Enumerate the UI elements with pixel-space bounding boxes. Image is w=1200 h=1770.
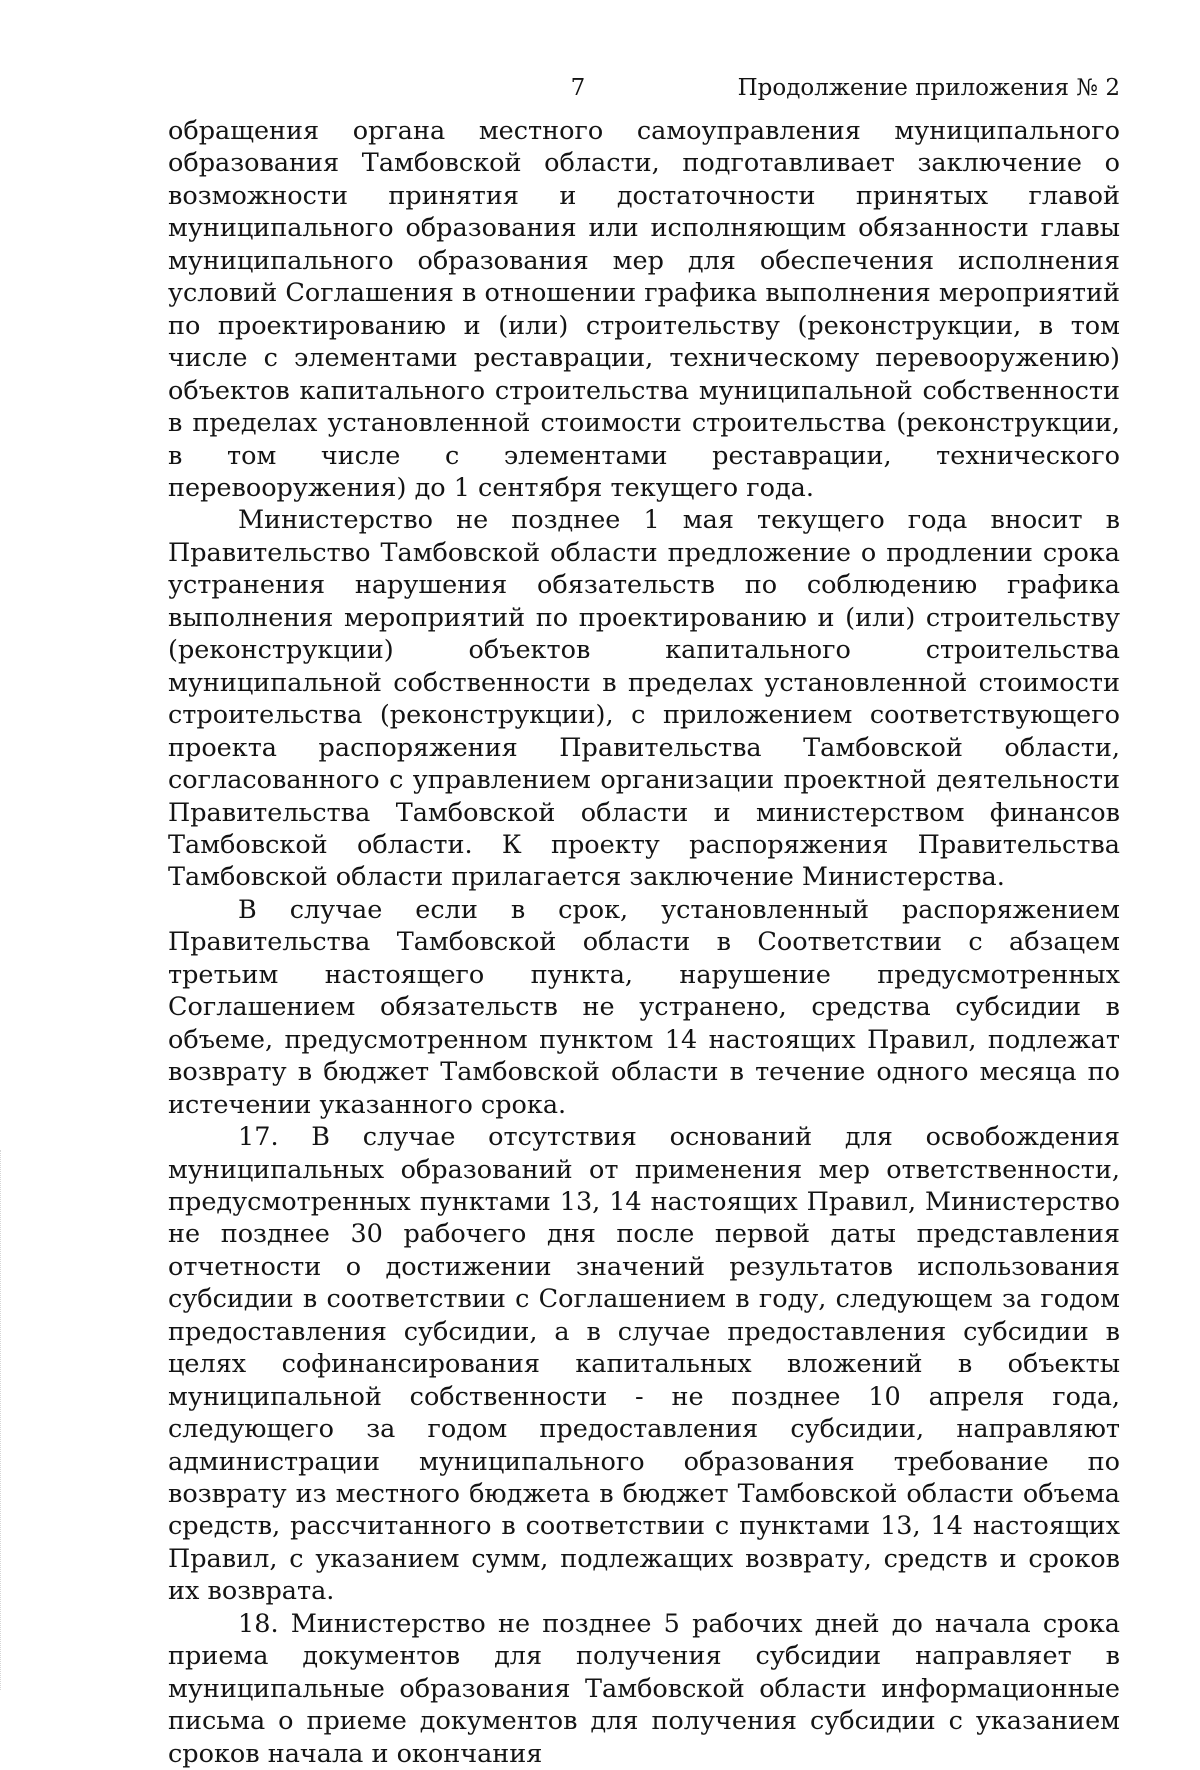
paragraph-5-item-18: 18. Министерство не позднее 5 рабочих дней до начала срока приема документов для получения субсидии направляет в муниципальные образования Тамбовской области информационные письма о приеме документов для получения субсидии с указанием сроков начала и окончания — [168, 1608, 1120, 1769]
document-body — [168, 115, 1120, 1770]
page-header — [168, 70, 1120, 106]
appendix-continuation-label: Продолжение приложения № 2 — [737, 75, 1120, 101]
page-number: 7 — [570, 75, 586, 101]
scan-edge-mark — [0, 1150, 2, 1690]
paragraph-2: Министерство не позднее 1 мая текущего года вносит в Правительство Тамбовской области предложение о продлении срока устранения нарушения обязательств по соблюдению графика выполнения мероприятий по проектированию и (или) строительству (реконструкции) объектов капитального строительства муниципальной собственности в пределах установленной стоимости строительства (реконструкции), с приложением соответствующего проекта распоряжения Правительства Тамбовской области, согласованного с управлением организации проектной деятельности Правительства Тамбовской области и министерством финансов Тамбовской области. К проекту распоряжения Правительства Тамбовской области прилагается заключение Министерства. — [168, 505, 1120, 893]
paragraph-3: В случае если в срок, установленный распоряжением Правительства Тамбовской области в Соответствии с абзацем третьим настоящего пункта, нарушение предусмотренных Соглашением обязательств не устранено, средства субсидии в объеме, предусмотренном пунктом 14 настоящих Правил, подлежат возврату в бюджет Тамбовской области в течение одного месяца по истечении указанного срока. — [168, 894, 1120, 1120]
paragraph-4-item-17: 17. В случае отсутствия оснований для освобождения муниципальных образований от применения мер ответственности, предусмотренных пунктами 13, 14 настоящих Правил, Министерство не позднее 30 рабочего дня после первой даты представления отчетности о достижении значений результатов использования субсидии в соответствии с Соглашением в году, следующем за годом предоставления субсидии, а в случае предоставления субсидии в целях софинансирования капитальных вложений в объекты муниципальной собственности - не позднее 10 апреля года, следующего за годом предоставления субсидии, направляют администрации муниципального образования требование по возврату из местного бюджета в бюджет Тамбовской области объема средств, рассчитанного в соответствии с пунктами 13, 14 настоящих Правил, с указанием сумм, подлежащих возврату, средств и сроков их возврата. — [168, 1122, 1120, 1607]
paragraph-1: обращения органа местного самоуправления муниципального образования Тамбовской области, подготавливает заключение о возможности принятия и достаточности принятых главой муниципального образования или исполняющим обязанности главы муниципального образования мер для обеспечения исполнения условий Соглашения в отношении графика выполнения мероприятий по проектированию и (или) строительству (реконструкции, в том числе с элементами реставрации, техническому перевооружению) объектов капитального строительства муниципальной собственности в пределах установленной стоимости строительства (реконструкции, в том числе с элементами реставрации, технического перевооружения) до 1 сентября текущего года. — [168, 116, 1120, 503]
